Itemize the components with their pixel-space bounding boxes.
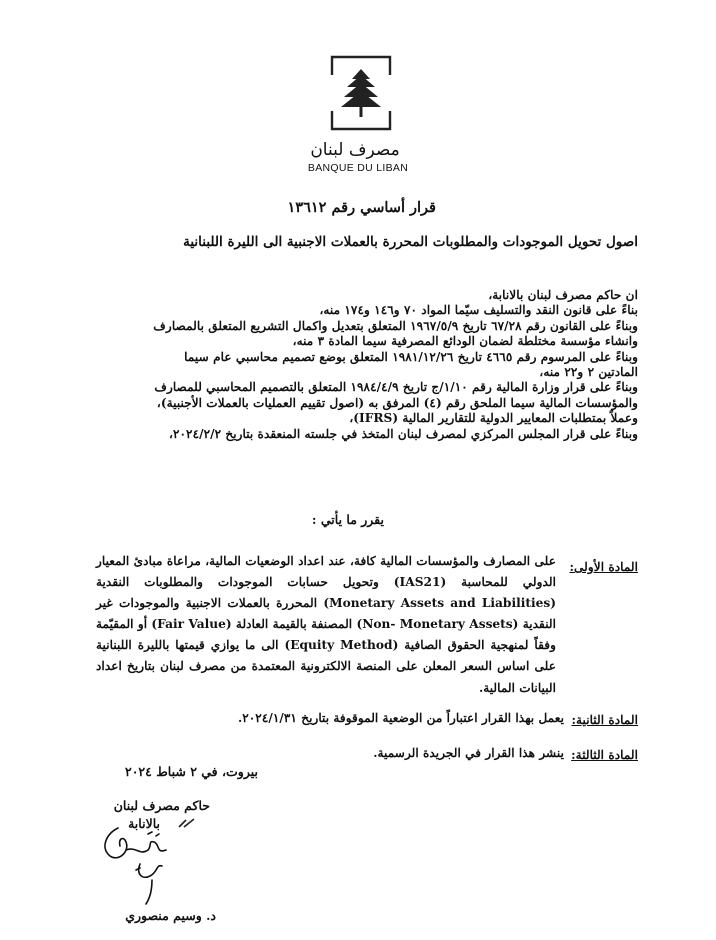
- preamble-line: وبناءً على قرار المجلس المركزي لمصرف لبنان المتخذ في جلسته المنعقدة بتاريخ ٢٠٢٤/٢/٢،: [169, 426, 638, 441]
- article-3-label: المادة الثالثة:: [571, 748, 638, 762]
- preamble: [150, 288, 638, 442]
- article-1-text: على المصارف والمؤسسات المالية كافة، عند اعداد الوضعيات المالية، مراعاة مبادئ المعيار الدولي للمحاسبة (IAS21) وتحويل حسابات الموجودات والمطلوبات النقدية (Monetary Assets and Liabilities) المحررة بالعملات الاجنبية والموجودات غير النقدية (Non- Monetary Assets) المصنفة بالقيمة العادلة (Fair Value) أو المقيّمة وفقاً لمنهجية الحقوق الصافية (Equity Method) الى ما يوازي قيمتها بالليرة اللبنانية على اساس السعر المعلن على المنصة الالكترونية المعتمدة من مصرف لبنان بتاريخ اعداد البيانات المالية.: [96, 554, 556, 695]
- article-1-label: المادة الأولى:: [569, 560, 638, 574]
- article-2-label: المادة الثانية:: [571, 713, 638, 727]
- decision-number: قرار أساسي رقم ١٣٦١٢: [287, 199, 436, 216]
- preamble-line: وبناءً على قرار وزارة المالية رقم ١/١٠/ج تاريخ ١٩٨٤/٤/٩ المتعلق بالتصميم المحاسبي للمصارف والمؤسسات المالية سيما الملحق رقم (٤) المرفق به (اصول تقييم العمليات بالعملات الأجنبية)،: [154, 380, 638, 410]
- governor-title: حاكم مصرف لبنان: [113, 798, 210, 813]
- preamble-line: بناءً على قانون النقد والتسليف سيّما المواد ٧٠ و١٤٦ و١٧٤ منه،: [319, 303, 638, 318]
- preamble-line: وبناءً على المرسوم رقم ٤٦٦٥ تاريخ ١٩٨١/١٢/٢٦ المتعلق بوضع تصميم محاسبي عام سيما المادتين ٢ و٢٢ منه،: [184, 349, 638, 380]
- article-3-text: ينشر هذا القرار في الجريدة الرسمية.: [373, 746, 564, 760]
- preamble-line: وبناءً على القانون رقم ٦٧/٢٨ تاريخ ١٩٦٧/٥/٩ المتعلق بتعديل واكمال التشريع المتعلق بالمصارف وانشاء مؤسسة مختلطة لضمان الودائع المصرفية سيما المادة ٣ منه،: [153, 318, 638, 349]
- handwritten-signature: [96, 820, 191, 905]
- banque-du-liban-logo: [330, 55, 392, 131]
- bank-name-french: BANQUE DU LIBAN: [307, 162, 409, 174]
- place-and-date: بيروت، في ٢ شباط ٢٠٢٤: [125, 764, 258, 779]
- governor-subtitle: بالانابة: [128, 816, 160, 831]
- preamble-line: ان حاكم مصرف لبنان بالانابة،: [488, 288, 638, 302]
- signatory-name: د. وسيم منصوري: [125, 908, 216, 923]
- decides-heading: يقرر ما يأتي :: [311, 512, 384, 527]
- article-2-text: يعمل بهذا القرار اعتباراً من الوضعية الموقوفة بتاريخ ٢٠٢٤/١/٣١.: [237, 711, 564, 725]
- preamble-line: وعملاً بمتطلبات المعايير الدولية للتقارير المالية (IFRS)،: [349, 411, 638, 426]
- decision-subject: اصول تحويل الموجودات والمطلوبات المحررة بالعملات الاجنبية الى الليرة اللبنانية: [183, 234, 638, 250]
- bank-name-arabic: مصرف لبنان: [310, 140, 400, 160]
